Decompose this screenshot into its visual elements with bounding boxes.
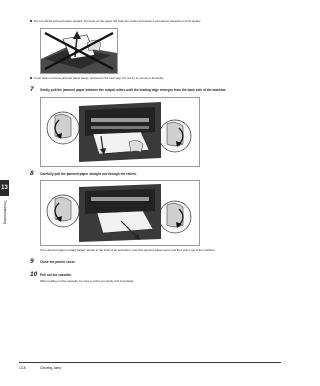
- figure-pull-between-rollers: [40, 97, 200, 167]
- warning-bullet-1: [30, 20, 201, 24]
- step-8-note: If the jammed paper is badly folded, similar to the folds of an accordion, reset the jammed paper loose and then pull it out of the machine.: [40, 248, 216, 252]
- step-10-note: When pulling out the cassette, be sure to pull it out slowly and completely.: [40, 279, 135, 283]
- step-7-number: 7: [30, 86, 34, 93]
- output-rollers-illustration: [41, 98, 199, 166]
- footer-page-number: 13-8: [19, 366, 26, 370]
- step-9-number: 9: [30, 258, 34, 265]
- figure-pull-straight-out: [40, 180, 200, 246]
- warning-bullet-2: [30, 77, 164, 81]
- chapter-number: 13: [1, 185, 8, 191]
- figure-pull-upward-prohibited: [40, 28, 118, 74]
- footer-divider: [19, 362, 281, 363]
- chapter-side-label: [3, 200, 9, 240]
- bullet-dot-icon: [30, 77, 32, 79]
- printer-pull-up-illustration: [41, 29, 117, 73]
- step-8-text: Carefully pull the jammed paper straight out through the rollers.: [40, 172, 137, 176]
- footer-title: Clearing Jams: [40, 366, 62, 370]
- step-10-number: 10: [30, 271, 38, 278]
- bullet-dot-icon: [30, 20, 32, 22]
- step-10-text: Pull out the cassette.: [40, 273, 72, 277]
- pull-straight-out-illustration: [41, 181, 199, 245]
- step-8-number: 8: [30, 170, 34, 177]
- chapter-tab: [0, 180, 9, 196]
- chapter-section-label: Troubleshooting: [3, 200, 7, 225]
- warning-bullet-2-text: If you cannot remove jammed paper easily, proceed to the next step. Do not try to remove it forcefully.: [34, 76, 164, 80]
- step-7-text: Gently pull the jammed paper between the output rollers until the leading edge emerges from the back side of the machine.: [40, 88, 227, 92]
- step-9-text: Close the printer cover.: [40, 260, 76, 264]
- warning-bullet-1-text: Do not pull the jammed paper upward; the toner on the paper will stain the printer and cause a permanent reduction in print quality.: [34, 19, 201, 23]
